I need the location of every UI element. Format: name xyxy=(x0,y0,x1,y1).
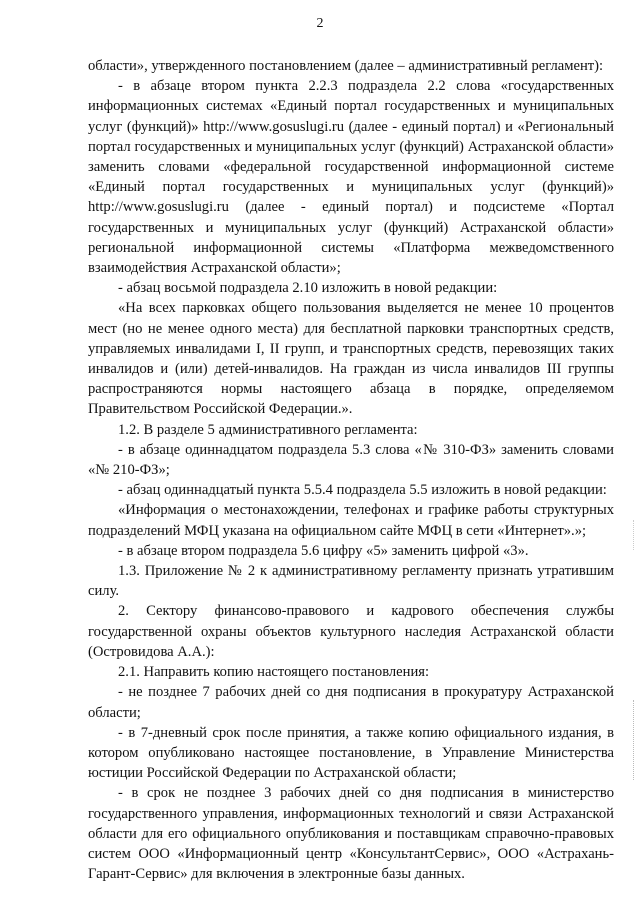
page-number: 2 xyxy=(316,16,324,31)
paragraph: - в абзаце втором подраздела 5.6 цифру «5» заменить цифрой «3». xyxy=(118,542,529,559)
paragraph: 1.2. В разделе 5 административного регламента: xyxy=(118,421,418,438)
paragraph: - абзац одиннадцатый пункта 5.5.4 подраздела 5.5 изложить в новой редакции: xyxy=(118,482,607,499)
scan-edge-mark xyxy=(632,700,634,780)
paragraph: 1.3. Приложение № 2 к административному регламенту признать утратившим силу. xyxy=(88,563,614,600)
document-body xyxy=(88,56,614,884)
scan-edge-mark xyxy=(632,520,634,550)
paragraph: области», утвержденного постановлением (далее – административный регламент): xyxy=(88,58,604,74)
paragraph: - в срок не позднее 3 рабочих дней со дня подписания в министерство государственного управления, информационных технологий и связи Астраханской области для его официального опубликования и поставщикам справочно-правовых систем ООО «Информационный центр «КонсультантСервис», ООО «Астрахань-Гарант-Сервис» для включения в электронные базы данных. xyxy=(88,785,614,883)
paragraph: - в абзаце втором пункта 2.2.3 подраздела 2.2 слова «государственных информационных системах «Единый портал государственных и муниципальных услуг (функций)» http://www.gosuslugi.ru (далее - единый портал) и «Региональный портал государственных и муниципальных услуг (функций) Астраханской области» заменить словами «федеральной государственной информационной системе «Единый портал государственных и муниципальных услуг (функций)» http://www.gosuslugi.ru (далее - единый портал) и подсистеме «Портал государственных и муниципальных услуг (функций) Астраханской области» региональной информационной системы «Платформа межведомственного взаимодействия Астраханской области»; xyxy=(88,78,614,277)
paragraph: «На всех парковках общего пользования выделяется не менее 10 процентов мест (но не менее одного места) для бесплатной парковки транспортных средств, управляемых инвалидами I, II групп, и транспортных средств, перевозящих таких инвалидов и (или) детей-инвалидов. На граждан из числа инвалидов III группы распространяются нормы настоящего абзаца в порядке, определяемом Правительством Российской Федерации.». xyxy=(88,300,614,418)
paragraph: - абзац восьмой подраздела 2.10 изложить в новой редакции: xyxy=(118,280,498,297)
paragraph: - в 7-дневный срок после принятия, а также копию официального издания, в котором опубликовано настоящее постановление, в Управление Министерства юстиции Российской Федерации по Астраханской области; xyxy=(88,724,614,782)
paragraph: 2. Сектору финансово-правового и кадрового обеспечения службы государственной охраны объектов культурного наследия Астраханской области (Островидова А.А.): xyxy=(88,603,614,660)
paragraph: «Информация о местонахождении, телефонах и графике работы структурных подразделений МФЦ указана на официальном сайте МФЦ в сети «Интернет».»; xyxy=(88,502,614,539)
paragraph: - не позднее 7 рабочих дней со дня подписания в прокуратуру Астраханской области; xyxy=(88,684,614,721)
paragraph: - в абзаце одиннадцатом подраздела 5.3 слова «№ 310-ФЗ» заменить словами «№ 210-ФЗ»; xyxy=(88,441,614,479)
paragraph: 2.1. Направить копию настоящего постановления: xyxy=(118,664,430,681)
